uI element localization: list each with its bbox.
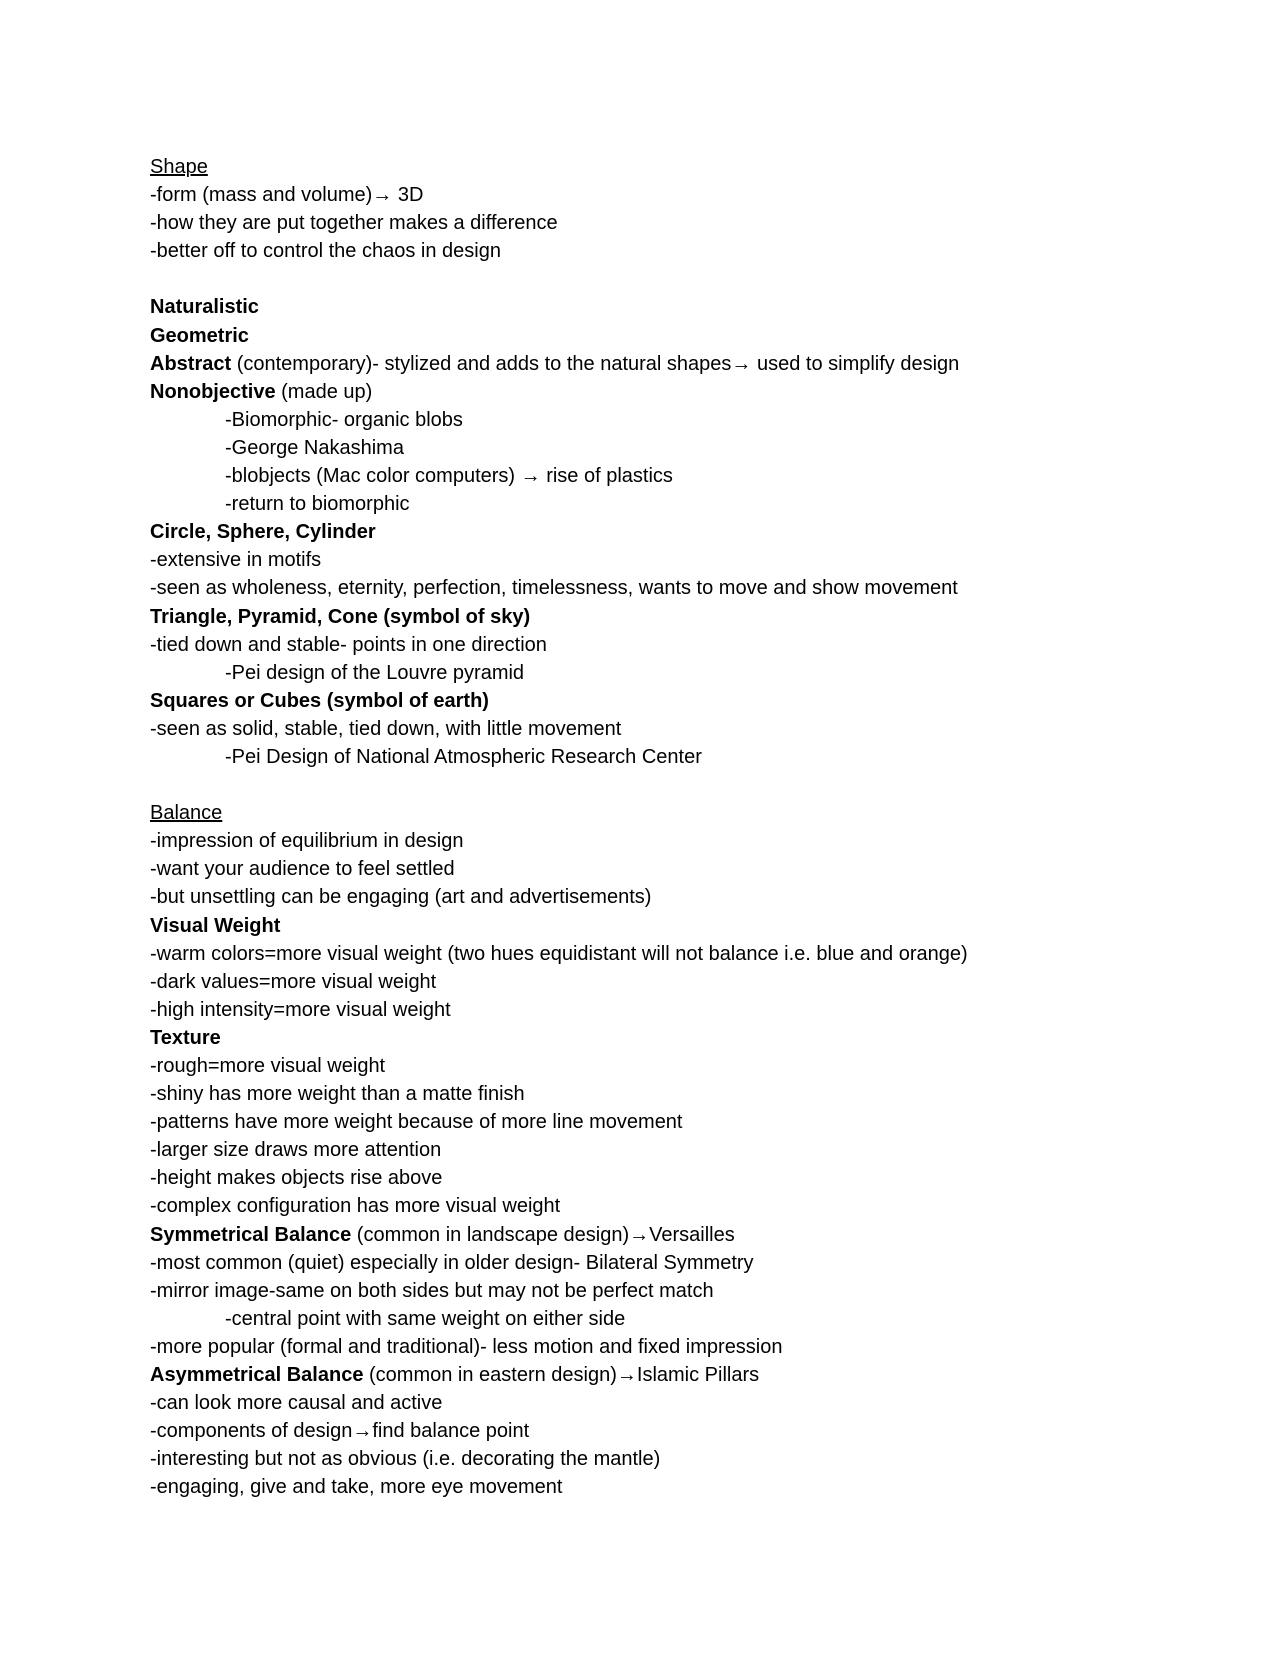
line-text: -central point with same weight on either side [225, 1307, 626, 1330]
subheading-line [150, 378, 1230, 406]
document-body [150, 153, 1230, 1502]
line-text: (common in landscape design)→Versailles [351, 1223, 735, 1246]
line-text: -George Nakashima [225, 436, 404, 459]
section-heading: Balance [150, 802, 223, 825]
note-line [150, 181, 1230, 209]
line-text: -rough=more visual weight [150, 1055, 386, 1077]
line-text: -but unsettling can be engaging (art and advertisements) [150, 886, 652, 909]
note-line [150, 546, 1230, 574]
line-text: -most common (quiet) especially in older design- Bilateral Symmetry [150, 1251, 754, 1274]
section-heading: Shape [150, 156, 208, 178]
indented-note [150, 434, 1230, 462]
bold-term: Visual Weight [150, 914, 281, 937]
line-text: -more popular (formal and traditional)- less motion and fixed impression [150, 1335, 783, 1358]
note-line [150, 1277, 1230, 1305]
indented-note [150, 462, 1230, 490]
subheading-line [150, 687, 1230, 715]
note-line [150, 1389, 1230, 1417]
note-line [150, 237, 1230, 265]
line-text: -how they are put together makes a difference [150, 212, 558, 235]
note-line [150, 883, 1230, 911]
blank-line [150, 265, 1230, 293]
line-text: -impression of equilibrium in design [150, 830, 464, 853]
note-line [150, 1192, 1230, 1220]
indented-note [150, 490, 1230, 518]
note-line [150, 715, 1230, 743]
bold-term: Asymmetrical Balance [150, 1364, 364, 1387]
bold-term: Symmetrical Balance [150, 1223, 352, 1246]
line-text: -extensive in motifs [150, 549, 322, 572]
note-line [150, 827, 1230, 855]
line-text: -larger size draws more attention [150, 1139, 442, 1162]
line-text: -dark values=more visual weight [150, 970, 437, 993]
line-text: -high intensity=more visual weight [150, 998, 451, 1021]
line-text: -blobjects (Mac color computers) → rise of plastics [225, 465, 673, 488]
line-text: -seen as wholeness, eternity, perfection, timelessness, wants to move and show movement [150, 577, 958, 600]
subheading-line [150, 603, 1230, 631]
subheading-line [150, 912, 1230, 940]
note-line [150, 631, 1230, 659]
indented-note [150, 743, 1230, 771]
line-text: -components of design→find balance point [150, 1420, 530, 1443]
bold-term: Nonobjective [150, 380, 276, 403]
note-line [150, 1473, 1230, 1501]
line-text: -can look more causal and active [150, 1392, 443, 1415]
line-text: -height makes objects rise above [150, 1167, 443, 1190]
note-line [150, 1080, 1230, 1108]
note-line [150, 209, 1230, 237]
line-text: -shiny has more weight than a matte finish [150, 1083, 525, 1106]
subheading-line [150, 1221, 1230, 1249]
note-line [150, 1417, 1230, 1445]
line-text: -patterns have more weight because of more line movement [150, 1111, 683, 1134]
note-line [150, 940, 1230, 968]
line-text: -complex configuration has more visual weight [150, 1195, 561, 1218]
line-text: -better off to control the chaos in design [150, 240, 501, 263]
subheading-line [150, 322, 1230, 350]
subheading-line [150, 350, 1230, 378]
note-line [150, 1445, 1230, 1473]
line-text: -engaging, give and take, more eye movement [150, 1476, 563, 1499]
line-text: -interesting but not as obvious (i.e. decorating the mantle) [150, 1448, 661, 1471]
bold-term: Squares or Cubes (symbol of earth) [150, 689, 489, 712]
line-text: (contemporary)- stylized and adds to the natural shapes→ used to simplify design [231, 352, 960, 375]
note-line [150, 1164, 1230, 1192]
subheading-line [150, 518, 1230, 546]
subheading-line [150, 1024, 1230, 1052]
blank-line [150, 771, 1230, 799]
line-text: (made up) [275, 380, 373, 403]
line-text: (common in eastern design)→Islamic Pillars [363, 1364, 760, 1387]
note-line [150, 996, 1230, 1024]
bold-term: Abstract [150, 352, 232, 375]
line-text: -tied down and stable- points in one direction [150, 633, 547, 656]
note-line [150, 1333, 1230, 1361]
note-line [150, 968, 1230, 996]
bold-term: Circle, Sphere, Cylinder [150, 521, 376, 544]
line-text: -seen as solid, stable, tied down, with little movement [150, 717, 622, 740]
line-text: -form (mass and volume)→ 3D [150, 184, 424, 207]
indented-note [150, 406, 1230, 434]
note-line [150, 1108, 1230, 1136]
indented-note [150, 1305, 1230, 1333]
indented-note [150, 659, 1230, 687]
note-line [150, 1052, 1230, 1080]
note-line [150, 1249, 1230, 1277]
note-line [150, 855, 1230, 883]
subheading-line [150, 293, 1230, 321]
line-text: -mirror image-same on both sides but may not be perfect match [150, 1279, 714, 1302]
subheading-line [150, 1361, 1230, 1389]
line-text: -Biomorphic- organic blobs [225, 408, 463, 431]
line-text: -return to biomorphic [225, 493, 410, 516]
note-line [150, 1136, 1230, 1164]
line-text: -Pei design of the Louvre pyramid [225, 661, 525, 684]
note-line [150, 574, 1230, 602]
line-text: -Pei Design of National Atmospheric Research Center [225, 745, 702, 768]
bold-term: Texture [150, 1026, 221, 1049]
line-text: -warm colors=more visual weight (two hues equidistant will not balance i.e. blue and orange) [150, 942, 968, 965]
line-text: -want your audience to feel settled [150, 858, 455, 881]
bold-term: Geometric [150, 324, 249, 347]
bold-term: Triangle, Pyramid, Cone (symbol of sky) [150, 605, 531, 628]
bold-term: Naturalistic [150, 296, 259, 319]
